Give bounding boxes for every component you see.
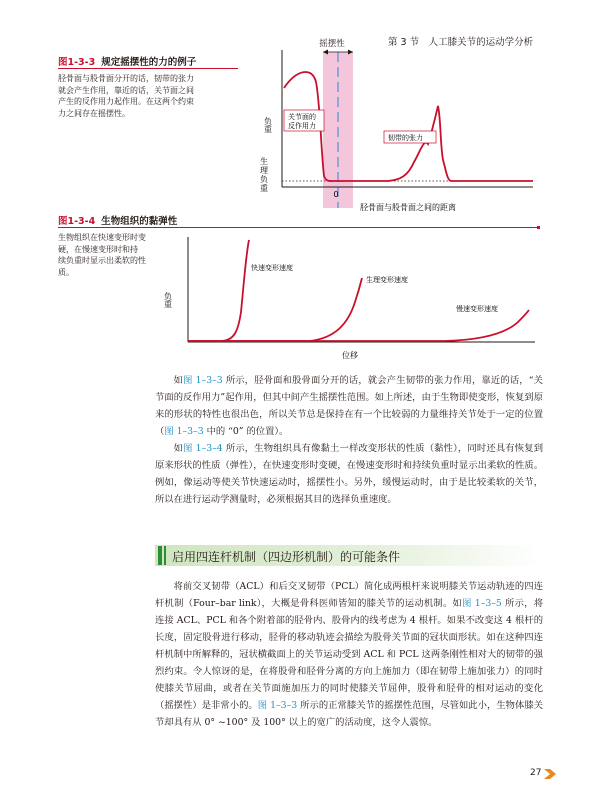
figure2-description: 生物组织在快速变形时变 硬，在慢速变形时和持 续负重时显示出柔软的性 质。: [58, 233, 146, 277]
section-heading: 启用四连杆机制（四边形机制）的可能条件: [172, 550, 401, 564]
figure1-y-label: 负重: [263, 117, 273, 133]
reaction-force-label-1: 关节面的: [288, 113, 316, 121]
slow-curve: [188, 310, 529, 341]
body-text-2: [155, 578, 543, 731]
text-run: 将前交叉韧带（ACL）和后交叉韧带（PCL）简化成两根杆来说明膝关节运动轨迹的四连杆机制（Four–bar link），大概是骨科医师皆知的膝关节的运动机制。如: [155, 581, 543, 609]
physio-load-label-1: 生: [260, 157, 268, 166]
paragraph: [155, 440, 543, 508]
physio-load-label-4: 重: [260, 184, 268, 193]
paragraph: [155, 372, 543, 440]
reaction-force-label-2: 反作用力: [288, 122, 316, 130]
text-run: 所示，胫骨面和股骨面分开的话，就会产生韧带的张力作用，靠近的话，“关节面的反作用力”起作用，但其中间产生摇摆性范围。如上所述，由于生物即使变形，恢复到原来的形状的特性也很出色，所以关节总是保持在有一个比较弱的力量维持关节处于一定的位置（: [155, 375, 543, 437]
page-number: 27: [530, 768, 542, 778]
text-run: 如: [173, 375, 184, 386]
slow-label: 慢速变形速度: [456, 305, 498, 313]
figure1-number: 图1-3-3: [58, 57, 96, 68]
text-run: 所示的正常膝关节的摇摆性范围，尽管如此小，生物体膝关节却具有从 0° ~100° 及 100° 以上的宽广的活动度，这令人震惊。: [155, 700, 543, 728]
figure1-name: 规定摇摆性的力的例子: [101, 57, 197, 68]
figure-reference: 图 1–3–5: [462, 598, 502, 609]
text-run: 中的 “0” 的位置）。: [203, 426, 289, 437]
next-page-arrow-icon: [544, 767, 558, 781]
medium-curve: [188, 278, 362, 341]
body-text-1: [155, 372, 543, 508]
figure2-graph: [160, 232, 545, 364]
running-header: 第 3 节 人工膝关节的运动学分析: [388, 37, 534, 48]
figure2-number: 图1-3-4: [58, 216, 96, 227]
fast-curve: [188, 240, 249, 341]
zero-label: 0: [333, 190, 339, 199]
figure1-title: [58, 54, 196, 68]
figure1-x-label: 胫骨面与股骨面之间的距离: [360, 203, 456, 212]
figure2-y-label: 负重: [163, 292, 173, 308]
figure-reference: 图 1–3–3: [257, 700, 298, 711]
section-heading-mark-thin: [164, 546, 166, 565]
physio-load-label-3: 负: [260, 175, 268, 184]
play-zone-label: 摇摆性: [319, 39, 345, 49]
figure1-description: 胫骨面与股骨面分开的话，韧带的张力 就会产生作用，靠近的话，关节面之间 产生的反作用力起作用。在这两个约束 力之间存在摇摆性。: [58, 74, 194, 118]
text-run: 如: [173, 443, 184, 454]
text-run: 所示，生物组织具有像黏土一样改变形状的性质（黏性），同时还具有恢复到原来形状的性质（弹性），在快速变形时变硬，在慢速变形时和持续负重时显示出柔软的性质。例如，像运动等使关节快速运动时，摇摆性小。另外，缓慢运动时，由于是比较柔软的关节，所以在进行运动学测量时，必须根据其目的选择负重速度。: [155, 443, 543, 505]
figure-reference: 图 1–3–3: [164, 426, 204, 437]
figure2-x-label: 位移: [342, 351, 358, 360]
text-run: 所示，将连接 ACL、PCL 和各个附着部的胫骨内、股骨内的线考虑为 4 根杆。如果不改变这 4 根杆的长度，固定股骨进行移动，胫骨的移动轨迹会描绘为股骨关节面的冠状面形状。如在这种四连杆机制中所解释的，冠状横截面上的关节运动受到 ACL 和 PCL 这两条刚性相对大的韧带的强烈约束。令人惊讶的是，在将股骨和胫骨分离的方向上施加力（即在韧带上施加张力）的同时使膝关节屈曲，或者在关节面施加压力的同时使膝关节屈伸，股骨和胫骨的相对运动的变化（摇摆性）是非常小的。: [155, 598, 543, 711]
figure-reference: 图 1–3–3: [183, 375, 223, 386]
medium-label: 生理变形速度: [366, 276, 408, 284]
figure-reference: 图 1–3–4: [183, 443, 223, 454]
figure1-rule: [58, 68, 238, 69]
figure1-graph: [250, 30, 550, 215]
ligament-tension-label: 韧带的张力: [388, 134, 423, 142]
paragraph: [155, 578, 543, 731]
section-heading-mark: [158, 546, 162, 565]
figure2-rule: [58, 227, 538, 228]
figure2-name: 生物组织的黏弹性: [101, 216, 178, 227]
figure2-title: [58, 213, 177, 227]
physio-load-label-2: 理: [260, 166, 268, 175]
fast-label: 快速变形速度: [251, 264, 293, 272]
